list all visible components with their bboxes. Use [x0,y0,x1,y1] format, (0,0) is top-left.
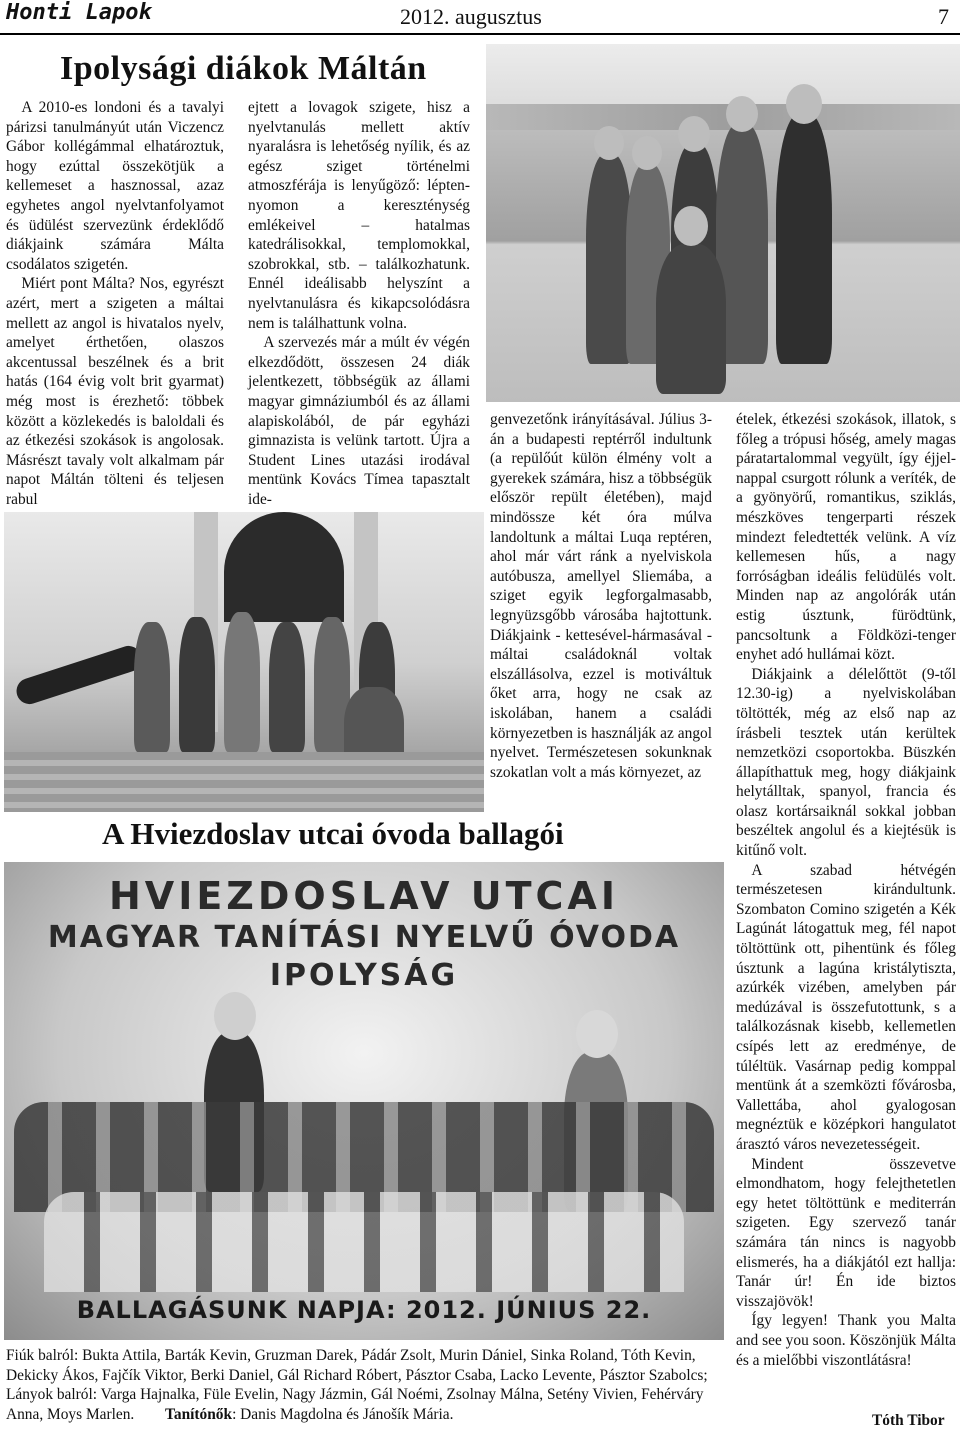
paragraph: Így legyen! Thank you Malta and see you soon. Köszönjük Málta és a mielőbbi viszontlátásra! [736,1312,956,1369]
teachers-names: : Danis Magdolna és Jánošík Mária. [232,1405,454,1423]
page-number: 7 [938,4,949,29]
caption-girls-line [6,1385,722,1424]
malta-column-3 [490,410,712,782]
malta-column-2 [248,98,470,509]
kindergarten-title: A Hviezdoslav utcai óvoda ballagói [102,816,564,851]
issue-date: 2012. augusztus [400,4,542,29]
malta-column-4 [736,410,956,1370]
kindergarten-caption [6,1346,722,1424]
publication-name: Honti Lapok [6,0,152,25]
paragraph: A 2010-es londoni és a tavalyi párizsi tanulmányút után Viczencz Gábor kollégámmal elhatároztuk, hogy ezúttal összekötjük a kellemeset a hasznossal, azaz egyhetes angol nyelvtanfolyamot és üdülést szervezünk érdeklődő diákjaink számára Málta csodálatos szigetén. [6,99,224,273]
paragraph: A szervezés már a múlt év végén elkezdődött, összesen 24 diák jelentkezett, többségük az állami magyar gimnáziumból és az állami alapiskolából, de pár egyházi gimnazista is velünk tartott. Újra a Student Lines utazási irodával mentünk Kovács Tímea tapasztalt ide- [248,334,470,508]
kindergarten-group-photo [4,862,724,1340]
article-author: Tóth Tibor [872,1412,945,1429]
malta-building-photo [4,512,484,812]
photo-caption-line-2: MAGYAR TANÍTÁSI NYELVŰ ÓVODA [47,920,681,955]
malta-column-1 [6,98,224,509]
malta-group-photo [486,44,960,402]
photo-footer-text: BALLAGÁSUNK NAPJA: 2012. JÚNIUS 22. [76,1296,652,1324]
teachers-label: Tanítónők [165,1405,233,1423]
caption-girls: Lányok balról: Varga Hajnalka, Füle Evelin, Nagy Jázmin, Gál Noémi, Zsolnay Málna, Setény Vivien, Fehérváry Anna, Moys Marlen. [6,1386,704,1423]
paragraph: Miért pont Málta? Nos, egyrészt azért, mert a szigeten a máltai mellett az angol is hivatalos nyelv, amelyet érthetően, olaszos akcentussal beszélnek és a brit hatás (164 évig volt brit gyarmat) még most is érezhető: többek között a közlekedés is baloldali és az étkezési szokások is angolosak. Másrészt tavaly volt alkalmam pár napot Máltán tölteni és teljesen rabul [6,275,224,508]
photo-caption-line-1: HVIEZDOSLAV UTCAI [109,874,619,918]
paragraph: A szabad hétvégén természetesen kirándultunk. Szombaton Comino szigetén a Kék Lagúnát látogattuk meg, fél napot töltöttünk ott, pihentünk és főleg úsztunk a lagúna kristálytiszta, azúrkék vizében, amelyben pár medúzával is összefutottunk, s a találkozásnak kisebb, kellemetlen csípés lett az eredménye, de túléltük. Vasárnap pedig komppal mentünk át a szemközti fővárosba, Vallettába, ahol gyalogosan megnéztük e középkori hangulatot árasztó város nevezetességeit. [736,861,956,1153]
page-header [0,0,960,34]
paragraph: Mindent összevetve elmondhatom, hogy felejthetetlen egy hetet töltöttünk e mediterrán szigeten. Egy szervező tanár számára tán nincs is nagyobb elismerés, ha a diákjától ezt hallja: Tanár úr! Én ide biztos visszajövök! [736,1155,956,1310]
paragraph: Diákjaink a délelőttöt (9-től 12.30-ig) a nyelviskolában töltötték, még az első nap az írásbeli tesztek után kerültek nemzetközi csoportokba. Büszkén állapíthattuk meg, hogy diákjaink helytálltak, spanyol, francia és olasz kortársaiknál sokkal jobban beszéltek angolul és a kiejtésük is kitűnő volt. [736,665,956,860]
header-rule [0,33,960,35]
paragraph: ejtett a lovagok szigete, hisz a nyelvtanulás mellett aktív nyaralásra is lehetőség nyílik, és az egész sziget történelmi atmoszférája is lenyűgöző: lépten-nyomon a kereszténység emlékeivel – hatalmas katedrálisokkal, templomokkal, szobrokkal, stb. – találkozhatunk. Ennél ideálisabb helyszínt a nyelvtanulásra és kikapcsolódásra nem is találhattunk volna. [248,99,470,332]
photo-caption-line-3: IPOLYSÁG [269,958,459,993]
caption-boys: Fiúk balról: Bukta Attila, Barták Kevin, Gruzman Darek, Pádár Zsolt, Murin Dániel, Sinka Roland, Tóth Kevin, Dekicky Ákos, Fajčík Viktor, Berki Daniel, Gál Richard Róbert, Pásztor Csaba, Lacko Levente, Pásztor Szabolcs; [6,1347,708,1384]
paragraph: ételek, étkezési szokások, illatok, s főleg a trópusi hőség, amely magas páratartalommal vegyült, így éjjel-nappal csurgott rólunk a veríték, de a gyönyörű, romantikus, sziklás, mészköves tengerparti részek mindezt feledtették velünk. A víz kellemesen hűs, a nagy forróságban ideális felüdülés volt. Minden nap az angolórák után estig úsztunk, fürödtünk, pancsoltunk a Földközi-tenger enyhet adó hullámai közt. [736,411,956,664]
article-title: Ipolysági diákok Máltán [60,50,427,87]
paragraph: genvezetőnk irányításával. Július 3-án a budapesti reptérről indultunk (a repülőút külön élmény volt a gyerekek számára, hisz a többségük először repült életében), majd mindössze két óra múlva landoltunk a máltai Luqa reptéren, ahol már várt ránk a nyelviskola autóbusza, amellyel Sliemába, a sziget egyik legforgalmasabb, legnyüzsgőbb városába hajtottunk. Diákjaink - kettesével-hármasával - máltai családoknál voltak elszállásolva, ezzel is motiváltuk őket arra, hogy ne csak az iskolában, hanem a családi környezetben is használják az angol nyelvet. Természetesen sokunknak szokatlan volt a más környezet, az [490,411,712,781]
